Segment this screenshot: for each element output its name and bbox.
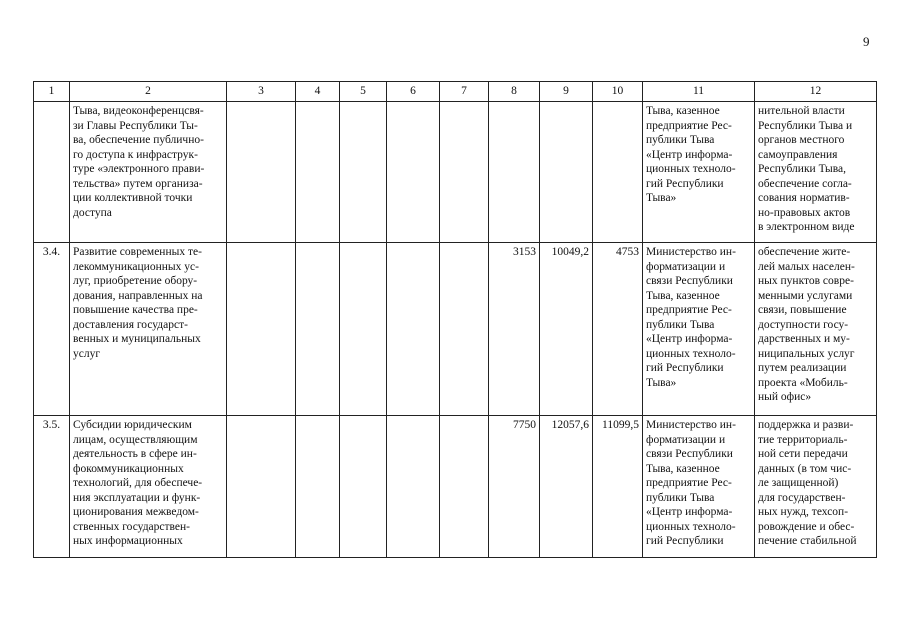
column-header: 11 [643,82,755,102]
amount-cell: 12057,6 [540,416,593,558]
amount-cell: 4753 [593,243,643,416]
table-cell [440,243,489,416]
table-cell [227,243,296,416]
table-cell [340,243,387,416]
expected-result: обеспечение жите- лей малых населен- ных пунктов совре- менными услугами связи, повышение доступности госу- дарственных и му- ниципальных услуг путем реализации проекта «Мобиль- ный офис» [755,243,877,416]
activity-description: Развитие современных те- лекоммуникационных ус- луг, приобретение обору- дования, направленных на повышение качества пре- доставления государст- венных и муниципальных услуг [70,243,227,416]
table-cell [387,102,440,243]
amount-cell: 11099,5 [593,416,643,558]
table-cell [296,416,340,558]
page-number: 9 [863,34,870,49]
amount-cell [540,102,593,243]
amount-cell: 3153 [489,243,540,416]
amount-cell [593,102,643,243]
responsible-executor: Министерство ин- форматизации и связи Республики Тыва, казенное предприятие Рес- публики Тыва «Центр информа- ционных техноло- гий Республики Тыва» [643,243,755,416]
responsible-executor: Тыва, казенное предприятие Рес- публики Тыва «Центр информа- ционных техноло- гий Республики Тыва» [643,102,755,243]
program-table [33,81,877,558]
amount-cell: 10049,2 [540,243,593,416]
table-cell [227,102,296,243]
table-cell [440,102,489,243]
activity-description: Субсидии юридическим лицам, осуществляющим деятельность в сфере ин- фокоммуникационных технологий, для обеспече- ния эксплуатации и функ- ционирования межведом- ственных государствен- ных информационных [70,416,227,558]
column-header: 1 [34,82,70,102]
expected-result: нительной власти Республики Тыва и органов местного самоуправления Республики Тыва, обеспечение согла- сования норматив- но-правовых актов в электронном виде [755,102,877,243]
table-cell [387,243,440,416]
table-row [34,102,877,243]
column-header: 4 [296,82,340,102]
table-cell [227,416,296,558]
responsible-executor: Министерство ин- форматизации и связи Республики Тыва, казенное предприятие Рес- публики Тыва «Центр информа- ционных техноло- гий Республики [643,416,755,558]
amount-cell [489,102,540,243]
amount-cell: 7750 [489,416,540,558]
header-row [34,82,877,102]
activity-description: Тыва, видеоконференцсвя- зи Главы Республики Ты- ва, обеспечение публично- го доступа к инфраструк- туре «электронного прави- тельства» путем организа- ции коллективной точки доступа [70,102,227,243]
table-row [34,416,877,558]
table-cell [296,243,340,416]
row-number: 3.5. [34,416,70,558]
table-cell [340,102,387,243]
row-number: 3.4. [34,243,70,416]
row-number [34,102,70,243]
column-header: 8 [489,82,540,102]
column-header: 12 [755,82,877,102]
table-cell [387,416,440,558]
column-header: 9 [540,82,593,102]
column-header: 7 [440,82,489,102]
column-header: 6 [387,82,440,102]
table-cell [440,416,489,558]
table-row [34,243,877,416]
column-header: 10 [593,82,643,102]
table-cell [296,102,340,243]
column-header: 5 [340,82,387,102]
table-cell [340,416,387,558]
expected-result: поддержка и разви- тие территориаль- ной сети передачи данных (в том чис- ле защищенной) для государствен- ных нужд, техсоп- ровождение и обес- печение стабильной [755,416,877,558]
column-header: 2 [70,82,227,102]
column-header: 3 [227,82,296,102]
